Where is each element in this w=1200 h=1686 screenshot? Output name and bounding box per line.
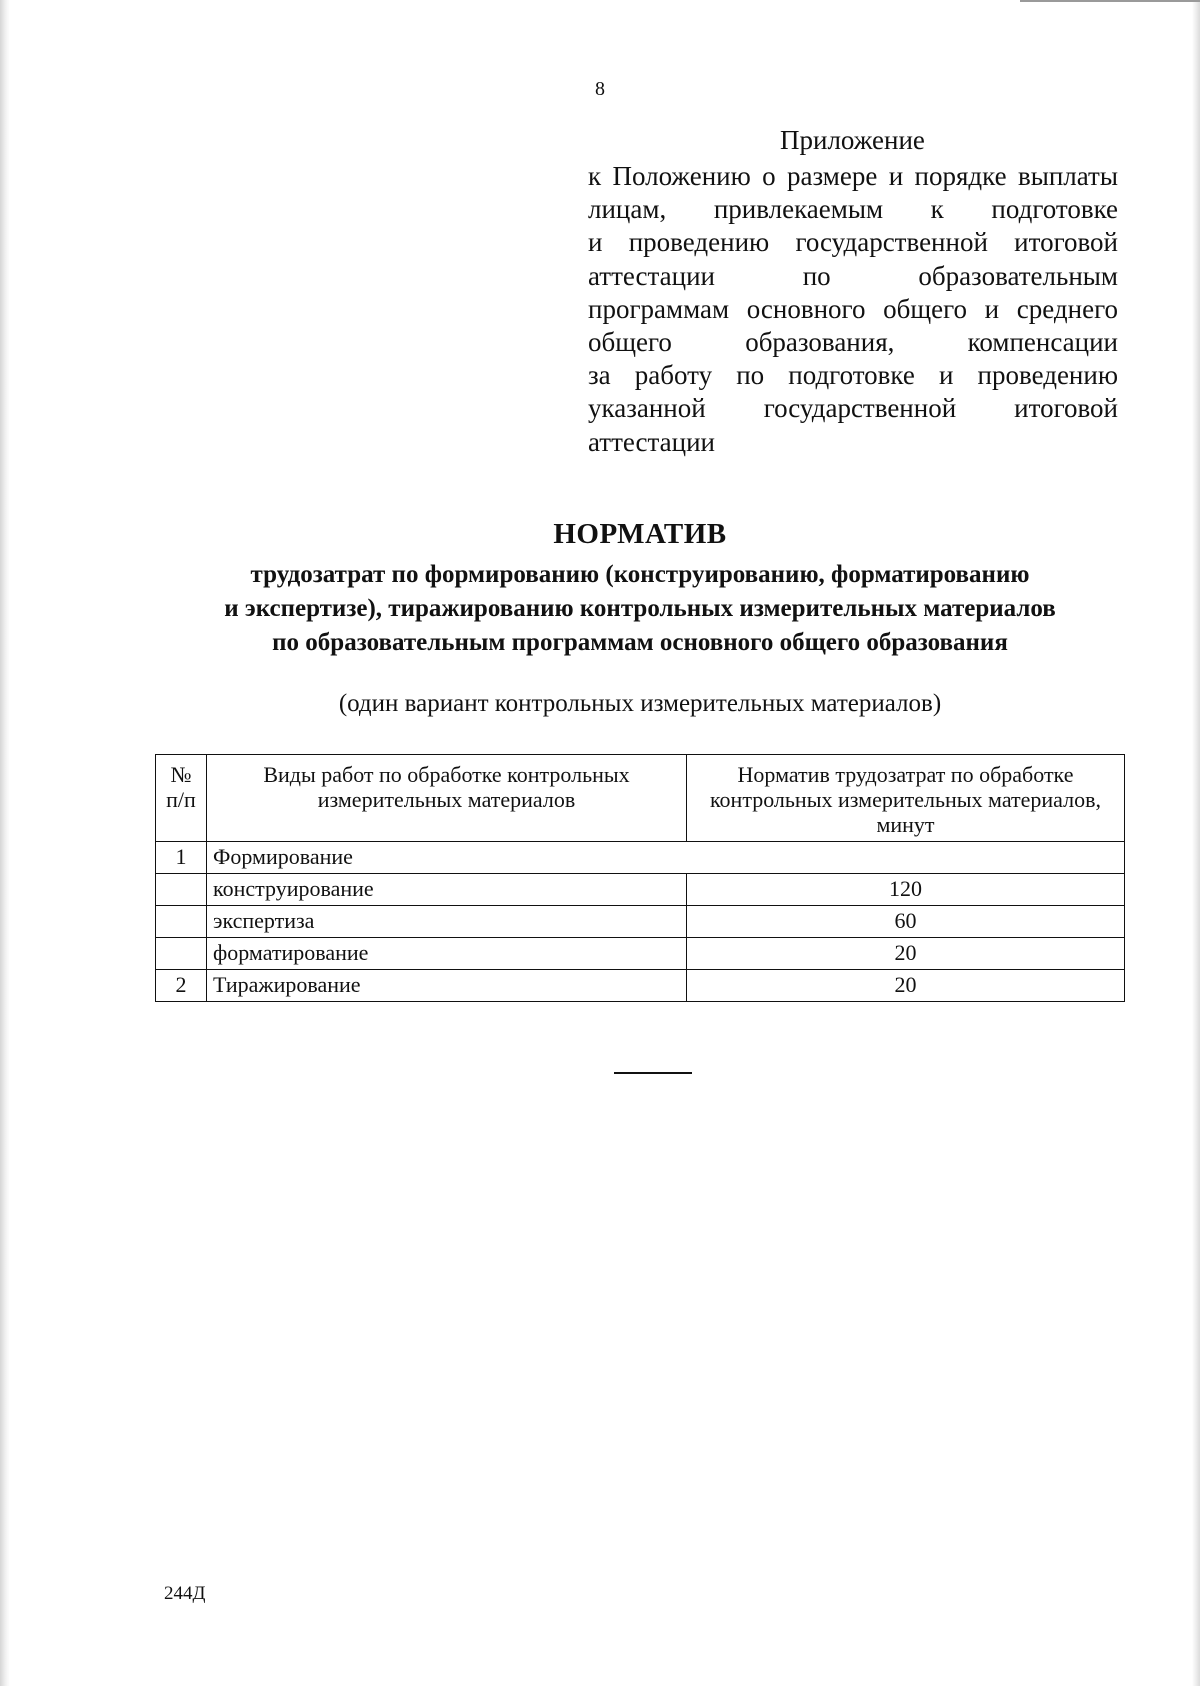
subtitle-line: трудозатрат по формированию (конструированию, форматированию <box>250 561 1030 588</box>
row-num: 2 <box>156 970 207 1002</box>
appendix-line: общего образования, компенсации <box>588 327 1118 358</box>
table-row <box>156 906 1125 938</box>
row-norm: 120 <box>687 874 1125 906</box>
row-work: форматирование <box>207 938 687 970</box>
page-number: 8 <box>595 78 605 100</box>
row-work: конструирование <box>207 874 687 906</box>
appendix-line: аттестации по образовательным <box>588 260 1118 291</box>
row-num: 1 <box>156 842 207 874</box>
row-norm: 20 <box>687 970 1125 1002</box>
document-title: НОРМАТИВ <box>553 518 727 550</box>
document-note: (один вариант контрольных измерительных материалов) <box>338 690 942 717</box>
row-norm: 60 <box>687 906 1125 938</box>
norm-table <box>155 754 1125 1002</box>
document-code: 244Д <box>164 1583 206 1604</box>
scan-edge-right <box>1192 0 1200 1686</box>
appendix-line: лицам, привлекаемым к подготовке <box>588 194 1118 225</box>
appendix-line: к Положению о размере и порядке выплаты <box>588 161 1118 191</box>
header-work: Виды работ по обработке контрольных измерительных материалов <box>207 755 687 842</box>
subtitle-line: и экспертизе), тиражированию контрольных измерительных материалов <box>224 595 1056 622</box>
table-row <box>156 842 1125 874</box>
closing-rule <box>614 1072 692 1074</box>
appendix-line: указанной государственной итоговой <box>588 393 1118 424</box>
table-row <box>156 970 1125 1002</box>
header-norm: Норматив трудозатрат по обработке контрольных измерительных материалов, минут <box>687 755 1125 842</box>
appendix-title: Приложение <box>780 125 925 155</box>
row-work: Тиражирование <box>207 970 687 1002</box>
appendix-line: за работу по подготовке и проведению <box>588 360 1118 391</box>
row-work: Формирование <box>207 842 1125 874</box>
row-num <box>156 874 207 906</box>
table-row <box>156 874 1125 906</box>
table-row <box>156 938 1125 970</box>
appendix-line: программам основного общего и среднего <box>588 293 1118 324</box>
document-subtitle <box>150 558 1130 660</box>
appendix-text <box>588 160 1118 459</box>
appendix-line: аттестации <box>588 426 715 457</box>
scan-top-line <box>1020 0 1200 2</box>
table-header-row <box>156 755 1125 842</box>
header-num: № п/п <box>156 755 207 842</box>
scan-edge-left <box>0 0 10 1686</box>
row-norm: 20 <box>687 938 1125 970</box>
row-num <box>156 906 207 938</box>
appendix-line: и проведению государственной итоговой <box>588 227 1118 258</box>
subtitle-line: по образовательным программам основного общего образования <box>272 629 1008 656</box>
row-num <box>156 938 207 970</box>
row-work: экспертиза <box>207 906 687 938</box>
